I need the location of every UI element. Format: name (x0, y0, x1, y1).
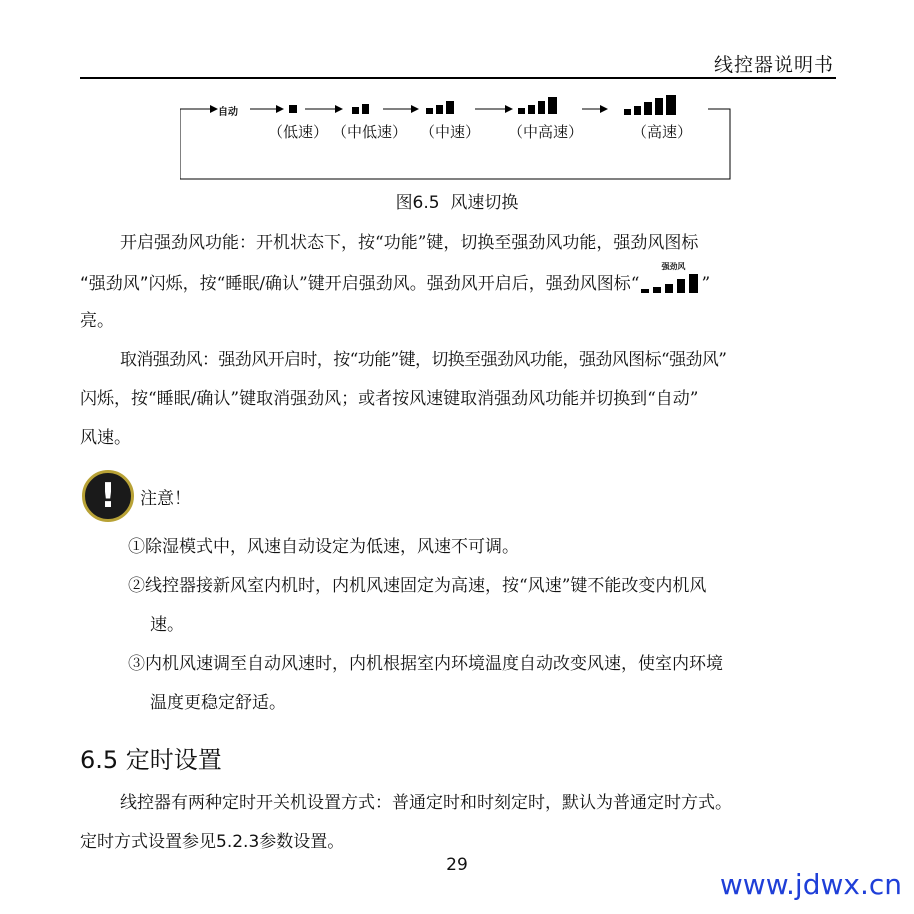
strong-wind-on-quote: ” (701, 274, 711, 294)
strong-wind-on-line3: 亮。 (80, 311, 114, 331)
section-line1: 线控器有两种定时开关机设置方式：普通定时和时刻定时，默认为普通定时方式。 (120, 793, 732, 813)
note-item-3-line1: ③内机风速调至自动风速时，内机根据室内环境温度自动改变风速，使室内环境 (128, 654, 723, 674)
note-item-2-line2: 速。 (150, 615, 184, 635)
low-speed-icon (289, 105, 297, 113)
speed-label-mid-high: （中高速） (508, 123, 584, 141)
speed-label-low: （低速） (268, 123, 329, 141)
mid-speed-icon (426, 101, 454, 114)
page-number: 29 (446, 855, 468, 875)
high-speed-icon (624, 95, 676, 115)
strong-wind-icon-label: 强劲风 (661, 262, 686, 271)
section-line2-tail: 参数设置。 (259, 832, 345, 852)
strong-wind-off-quote: ” (718, 350, 727, 370)
figure-caption-text: 风速切换 (450, 193, 519, 213)
strong-wind-icon (639, 262, 701, 297)
section-title: 6.5 定时设置 (80, 746, 222, 774)
figure-caption (0, 188, 914, 213)
strong-wind-off-line1 (120, 345, 726, 370)
strong-wind-off-line3: 风速。 (80, 428, 131, 448)
strong-wind-term: “强劲风” (80, 274, 149, 294)
strong-wind-term: 强劲风 (669, 350, 719, 370)
cycle-loop-line (180, 109, 730, 179)
strong-wind-off-line2: 闪烁，按“睡眠/确认”键取消强劲风；或者按风速键取消强劲风功能并切换到“自动” (80, 389, 699, 409)
note-item-1: ①除湿模式中，风速自动设定为低速，风速不可调。 (128, 537, 519, 557)
section-line2-text: 定时方式设置参见 (80, 832, 216, 852)
mid-low-speed-icon (352, 104, 369, 114)
speed-label-mid-low: （中低速） (332, 123, 408, 141)
cycle-loop-arrowhead (210, 105, 218, 113)
mid-high-speed-icon (518, 97, 557, 114)
strong-wind-on-line1: 开启强劲风功能：开机状态下，按“功能”键，切换至强劲风功能，强劲风图标 (120, 233, 699, 253)
fan-speed-diagram (180, 95, 740, 185)
figure-caption-number: 图6.5 (395, 193, 440, 213)
note-label: 注意！ (140, 489, 191, 509)
note-item-2-line1: ②线控器接新风室内机时，内机风速固定为高速，按“风速”键不能改变内机风 (128, 576, 707, 596)
header-title: 线控器说明书 (713, 54, 834, 76)
auto-speed-label: 自动 (218, 107, 238, 118)
strong-wind-on-line2 (80, 262, 711, 297)
strong-wind-off-text: 取消强劲风：强劲风开启时，按“功能”键，切换至强劲风功能，强劲风图标“ (120, 350, 670, 370)
header-rule (80, 77, 836, 79)
note-item-3-line2: 温度更稳定舒适。 (150, 693, 286, 713)
strong-wind-on-text: 闪烁，按“睡眠/确认”键开启强劲风。强劲风开启后，强劲风图标“ (148, 274, 640, 294)
speed-label-mid: （中速） (420, 123, 481, 141)
exclamation-mark: ! (100, 476, 116, 516)
section-reference-number: 5.2.3 (216, 832, 260, 852)
exclamation-icon (82, 470, 134, 522)
section-line2 (80, 827, 344, 852)
watermark: www.jdwx.cn (719, 868, 902, 901)
speed-label-high: （高速） (632, 123, 693, 141)
